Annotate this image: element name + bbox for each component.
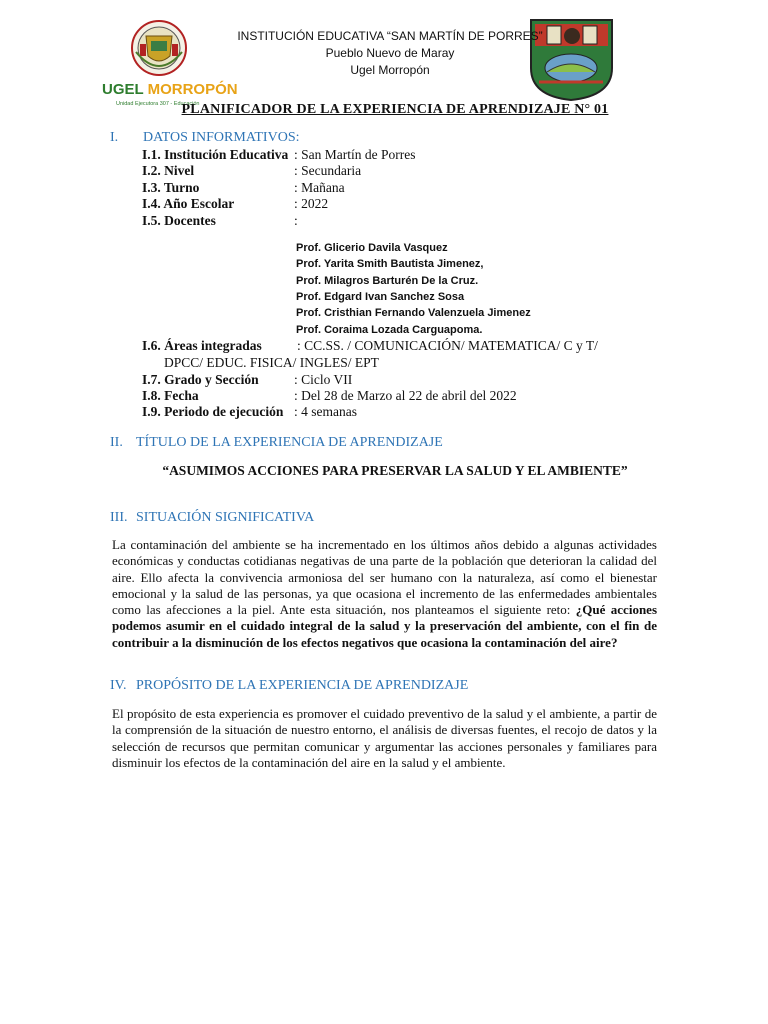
section-1-title: DATOS INFORMATIVOS: (143, 130, 300, 145)
info-value: : Ciclo VII (294, 372, 353, 387)
info-value: : Mañana (294, 180, 345, 195)
info-label: I.7. Grado y Sección (142, 372, 259, 387)
situation-paragraph (112, 537, 657, 651)
info-label: I.1. Institución Educativa (142, 147, 289, 162)
info-row-level (142, 163, 362, 179)
teacher-name: Prof. Coraima Lozada Carguapoma. (296, 324, 483, 336)
situation-text: La contaminación del ambiente se ha incrementado en los últimos años debido a algunas actividades económicas y conductas cotidianas negativas de una parte de la población que deterioran la calidad del aire. Ello afecta la convivencia armoniosa del ser humano con la naturaleza, así como el bienestar emocional y la salud de las personas, ya que ocasiona el incremento de las enfermedades ambientales como las afecciones a la piel. Ante esta situación, nos planteamos el siguiente reto: (112, 537, 657, 618)
teacher-name: Prof. Edgard Ivan Sanchez Sosa (296, 291, 465, 303)
institution-name: INSTITUCIÓN EDUCATIVA “SAN MARTÍN DE PORRES” (237, 29, 543, 43)
teacher-name: Prof. Milagros Barturén De la Cruz. (296, 275, 479, 287)
purpose-paragraph: El propósito de esta experiencia es promover el cuidado preventivo de la salud y el ambiente, a partir de la comprensión de la situación de nuestro entorno, el análisis de diversas fuentes, el recojo de datos y la selección de recursos que permitan comunicar y argumentar las acciones personales y familiares para disminuir los efectos de la contaminación del aire en la salud y el ambiente. (112, 706, 657, 770)
section-4-title: PROPÓSITO DE LA EXPERIENCIA DE APRENDIZAJE (136, 678, 469, 693)
ugel-logo-text: UGEL MORROPÓN (102, 81, 238, 98)
section-2-title: TÍTULO DE LA EXPERIENCIA DE APRENDIZAJE (136, 435, 443, 450)
ugel-logo-subtext: Unidad Ejecutora 307 - Educación (116, 101, 200, 107)
info-value: : Secundaria (294, 163, 362, 178)
experience-title: “ASUMIMOS ACCIONES PARA PRESERVAR LA SALUD Y EL AMBIENTE” (162, 463, 628, 478)
info-row-year (142, 196, 329, 212)
info-label: I.2. Nivel (142, 163, 195, 178)
teacher-name: Prof. Cristhian Fernando Valenzuela Jimenez (296, 307, 531, 319)
info-value: : 2022 (294, 196, 329, 211)
info-label: I.5. Docentes (142, 213, 216, 228)
section-4-number: IV. (110, 678, 127, 693)
header-block (180, 28, 600, 79)
section-3-heading (110, 510, 314, 526)
info-row-shift (142, 180, 345, 196)
info-value: : CC.SS. / COMUNICACIÓN/ MATEMATICA/ C y T/ (297, 338, 598, 353)
info-row-period (142, 404, 357, 420)
info-row-date (142, 388, 517, 404)
section-3-number: III. (110, 510, 128, 525)
info-value: : (294, 213, 298, 228)
section-1-number: I. (110, 130, 119, 145)
town-name: Pueblo Nuevo de Maray (325, 46, 455, 60)
section-3-title: SITUACIÓN SIGNIFICATIVA (136, 510, 315, 525)
info-value: : 4 semanas (294, 404, 357, 419)
teacher-name: Prof. Yarita Smith Bautista Jimenez, (296, 258, 484, 270)
info-areas-continued: DPCC/ EDUC. FISICA/ INGLES/ EPT (164, 355, 379, 370)
section-4-heading (110, 678, 468, 694)
info-label: I.4. Año Escolar (142, 196, 235, 211)
info-row-institution (142, 147, 416, 163)
info-row-areas (142, 338, 598, 354)
info-label: I.9. Periodo de ejecución (142, 404, 284, 419)
section-2-number: II. (110, 435, 123, 450)
info-label: I.3. Turno (142, 180, 200, 195)
teacher-name: Prof. Glicerio Davila Vasquez (296, 242, 448, 254)
info-label: I.8. Fecha (142, 388, 199, 403)
info-value: : San Martín de Porres (294, 147, 416, 162)
page-title: PLANIFICADOR DE LA EXPERIENCIA DE APRENDIZAJE N° 01 (181, 102, 609, 117)
info-value: : Del 28 de Marzo al 22 de abril del 2022 (294, 388, 517, 403)
info-row-teachers (142, 213, 298, 229)
section-1-heading (110, 130, 300, 146)
ugel-name: Ugel Morropón (350, 63, 430, 77)
situation-question: ¿Qué acciones podemos asumir en el cuidado integral de la salud y la preservación del ambiente, con el fin de contribuir a la disminución de los efectos negativos que ocasiona la contaminación del aire? (112, 602, 658, 650)
info-row-grade (142, 372, 353, 388)
info-label: I.6. Áreas integradas (142, 338, 262, 353)
section-2-heading (110, 435, 443, 451)
